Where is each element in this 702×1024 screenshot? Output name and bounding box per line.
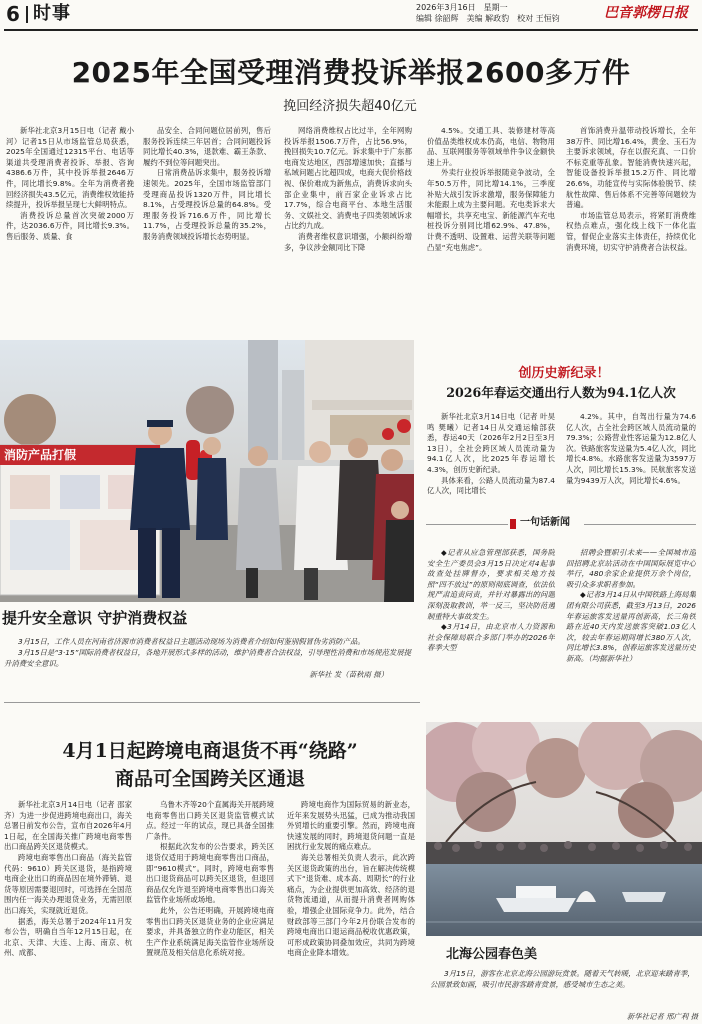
paragraph: 跨境电商零售出口商品（海关监管代码：9610）跨关区退货，是指跨境电商企业出口的商品因在境外滞销、退货等原因需要退回时，可选择在全国范围内任一海关办理退货业务，无需回原出口海关，实现就近退货。 (4, 852, 132, 915)
photo2-title: 北海公园春色美 (446, 947, 538, 962)
section-label: 时事 (33, 3, 71, 24)
lead-column-1 (6, 126, 134, 338)
travel-headline: 2026年春运交通出行人数为94.1亿人次 (446, 385, 676, 400)
consumer-rights-photo (0, 340, 414, 602)
section-rule (4, 702, 420, 703)
ecommerce-headline-line2: 商品可全国跨关区通退 (114, 768, 305, 790)
photo2-caption: 3月15日，游客在北京北海公园游玩赏景。随着天气转暖，北京迎来踏青季，公园景致如画，吸引市民游客踏青赏景，感受城市生态之美。 (430, 969, 695, 989)
brief-rule-left (426, 524, 508, 525)
ecommerce-headline-line1: 4月1日起跨境电商退货不再“绕路” (62, 740, 358, 762)
brief-marker (510, 519, 516, 529)
lead-column-3 (284, 126, 412, 338)
photo1-caption (4, 636, 414, 680)
paragraph: 具体来看，公路人员流动量为87.4亿人次，同比增长 (427, 475, 555, 496)
brief-column-2 (566, 548, 696, 708)
paragraph: 4.5%。交通工具、装修建材等高价值品类维权成本仍高，电信、物物用品、互联网服务等领域单件争议金额快速上升。 (427, 126, 555, 167)
paragraph: 日常消费品诉求集中，服务投诉增速领先。2025年，全国市场监管部门受理商品投诉1320万件，同比增长8.1%，占受理投诉总量的64.8%。受理服务投诉716.6万件，同比增长11.7%，占受理投诉总量的35.2%，服务消费领域投诉增长态势明显。 (143, 168, 271, 241)
ecommerce-column-3 (287, 800, 415, 1022)
lead-column-4 (427, 126, 555, 338)
page-header (6, 2, 696, 28)
paragraph: 新华社北京3月15日电（记者 戴小河）记者15日从市场监管总局获悉，2025年全国通过12315平台、电话等渠道共受理消费者投诉、举报、咨询4386.6万件，其中投诉举报2646万件，同比增长9.8%。全年为消费者挽回经济损失43.5亿元，消费维权效能持续提升，投诉举报呈现七大鲜明特点。 (6, 126, 134, 210)
beihai-park-photo (426, 722, 702, 936)
brief-tag: 一句话新闻 (520, 517, 570, 528)
caption-line: 3月15日是“3·15”国际消费者权益日，各地开展形式多样的活动，维护消费者合法权益，引导理性消费和市场规范发展提升消费安全意识。 (4, 648, 412, 668)
paragraph: 消费投诉总量首次突破2000万件，达2036.6万件，同比增长9.3%。售后服务、质量、食 (6, 210, 134, 241)
paragraph: ◆记者3月14日从中国铁路上海局集团有限公司获悉，截至3月13日，2026年春运旅客发送量再创新高，长三角铁路在近40天内发送旅客突破1.03亿人次，较去年春运期间增长380万人次，同比增长3.8%，创春运旅客发送量历史新高。（均据新华社） (566, 590, 696, 663)
editors-line: 编辑 徐韶辉 美编 解政豹 校对 王恒钧 (416, 14, 560, 23)
paragraph: 新华社北京3月14日电（记者 叶昊鸣 樊曦）记者14日从交通运输部获悉，春运40天（2026年2月2日至3月13日），全社会跨区域人员流动量为94.1亿人次，比2025年春运增长4.3%，创历史新纪录。 (427, 412, 555, 474)
travel-column-2 (566, 412, 696, 502)
paragraph: 首饰消费升温带动投诉增长，全年38万件、同比增16.4%，黄金、玉石为主要诉求领域，存在以假充真、一口价不标克重等乱象。智能消费快速兴起，智能设备投诉举报15.2万件、同比增26.6%，功能宣传与实际体验脱节、续航性故障、售后体系不完善等问题较为普遍。 (566, 126, 696, 210)
header-rule (4, 29, 698, 31)
photo-credit: 新华社 发（苗秋雨 摄） (309, 670, 388, 679)
travel-column-1 (427, 412, 555, 502)
lead-column-5 (566, 126, 696, 338)
paragraph: 外卖行业投诉举报随竞争波动，全年50.5万件，同比增14.1%，三季度补贴大战引发诉求激增，服务保障能力未能跟上成为主要问题。充电类诉求大幅增长，共享充电宝、新能源汽车充电桩投诉分别同比增62.9%、47.8%，计费不透明、设置难、运营关联等问题凸显“充电焦虑”。 (427, 168, 555, 252)
paragraph: 网络消费维权占比过半，全年网购投诉举报1506.7万件，占比56.9%，挽回损失10.7亿元。诉求集中于广东都电商发达地区，西部增速加快；直播与私域问题占比超四成，电商大促价格歧视、保价难成为新焦点，消费诉求向头部企业集中，前百家企业诉求占比17.7%，综合电商平台、本地生活服务、文娱社交、消费电子四类领域诉求占比约九成。 (284, 126, 412, 231)
paragraph: ◆记者从应急管理部获悉，国务院安全生产委员会3月15日决定对4起事故查处挂牌督办，要求相关地方按照“四不放过”的原则彻底调查，依法依规严肃追责问责，并针对暴露出的问题深刻汲取教训，举一反三，坚决防范遏制重特大事故发生。 (427, 548, 555, 621)
paragraph: 据悉，海关总署于2024年11月发布公告，明确自当年12月15日起，在北京、天津、大连、上海、南京、杭州、成都、 (4, 916, 132, 958)
ecommerce-column-2 (146, 800, 274, 1022)
issue-date: 2026年3月16日 星期一 (416, 3, 508, 12)
lead-column-2 (143, 126, 271, 338)
paragraph: ◆3月14日，由北京市人力资源和社会保障局联合多部门举办的2026年春季大型 (427, 622, 555, 653)
lead-subhead: 挽回经济损失超40亿元 (283, 99, 417, 114)
photo2-credit: 新华社记者 邢广利 摄 (626, 1012, 698, 1021)
brief-column-1 (427, 548, 555, 708)
photo-banner-text: 消防产品打假 (4, 448, 77, 462)
paragraph: 根据此次发布的公告要求，跨关区退货仅适用于跨境电商零售出口商品，即“9610模式”。同时，跨境电商零售出口退货商品可以跨关区退货，但退回商品仅允许退至跨境电商零售出口海关监管作业场所或场地。 (146, 842, 274, 905)
paragraph: 市场监管总局表示，将紧盯消费维权热点难点，强化线上线下一体化监管，督促企业落实主体责任，持续优化消费环境，切实守护消费者合法权益。 (566, 210, 696, 252)
page-number: 6 (6, 2, 20, 26)
lead-headline: 2025年全国受理消费投诉举报2600多万件 (71, 56, 631, 89)
paragraph: 海关总署相关负责人表示，此次跨关区退货政策的出台，旨在解决传统模式下“退货难、成本高、周期长”的行业痛点，为企业提供更加高效、经济的退货物流通道，从而提升消费者网购体验，增强企业国际竞争力。此外，结合财政部等三部门今年2月份联合发布的跨境电商出口退运商品税收优惠政策，可形成政策协同叠加效应，共同为跨境电商企业降本增效。 (287, 852, 415, 958)
paragraph: 此外，公告还明确，开展跨境电商零售出口跨关区退货业务的企业应满足要求，并具备独立的作业功能区，相关生产作业系统满足海关监管作业场所设置规范及相关信息化系统对接。 (146, 905, 274, 958)
header-divider (26, 6, 28, 23)
newspaper-logo: 巴音郭楞日报 (604, 5, 688, 21)
photo1-caption-title: 提升安全意识 守护消费权益 (2, 609, 188, 627)
travel-kicker: 创历史新纪录！ (518, 366, 610, 381)
paragraph: 4.2%。其中，自驾出行量为74.6亿人次，占全社会跨区域人员流动量的79.3%；公路营业性客运量为12.8亿人次。铁路旅客发送量为5.4亿人次，同比增长4.8%。水路旅客发送量为3597万人次，同比增长15.3%。民航旅客发送量为9439万人次，同比增长4.6%。 (566, 412, 696, 485)
paragraph: 品安全、合同问题位居前列，售后服务投诉连续三年居首；合同问题投诉同比增长40.3%，退款难、霸王条款、履约不到位等问题突出。 (143, 126, 271, 167)
paragraph: 招聘会暨职引未来——全国城市巡回招聘北京站活动在中国国际展览中心举行，480余家企业提供万余个岗位，吸引众多求职者参加。 (566, 548, 696, 589)
paragraph: 消费者维权意识增强，小额纠纷增多，争议涉金额同比下降 (284, 231, 412, 252)
ecommerce-column-1 (4, 800, 132, 1022)
paragraph: 乌鲁木齐等20个直属海关开展跨境电商零售出口跨关区退货监管模式试点。经过一年的试点，现已具备全国推广条件。 (146, 800, 274, 841)
brief-rule-right (584, 524, 696, 525)
caption-line: 3月15日，工作人员在河南省济源市消费者权益日主题活动现场为消费者介绍如何鉴别假冒伪劣消防产品。 (18, 637, 365, 646)
paragraph: 新华社北京3月14日电（记者 邵家齐）为进一步促进跨境电商出口，海关总署日前发布公告，宣布自2026年4月1日起，在全国海关推广跨境电商零售出口商品跨关区退货模式。 (4, 800, 132, 852)
paragraph: 跨境电商作为国际贸易的新业态，近年来发展势头迅猛，已成为推动我国外贸增长的重要引擎。然而，跨境电商快速发展的同时，跨境退货问题一直是困扰行业发展的痛点难点。 (287, 800, 415, 852)
